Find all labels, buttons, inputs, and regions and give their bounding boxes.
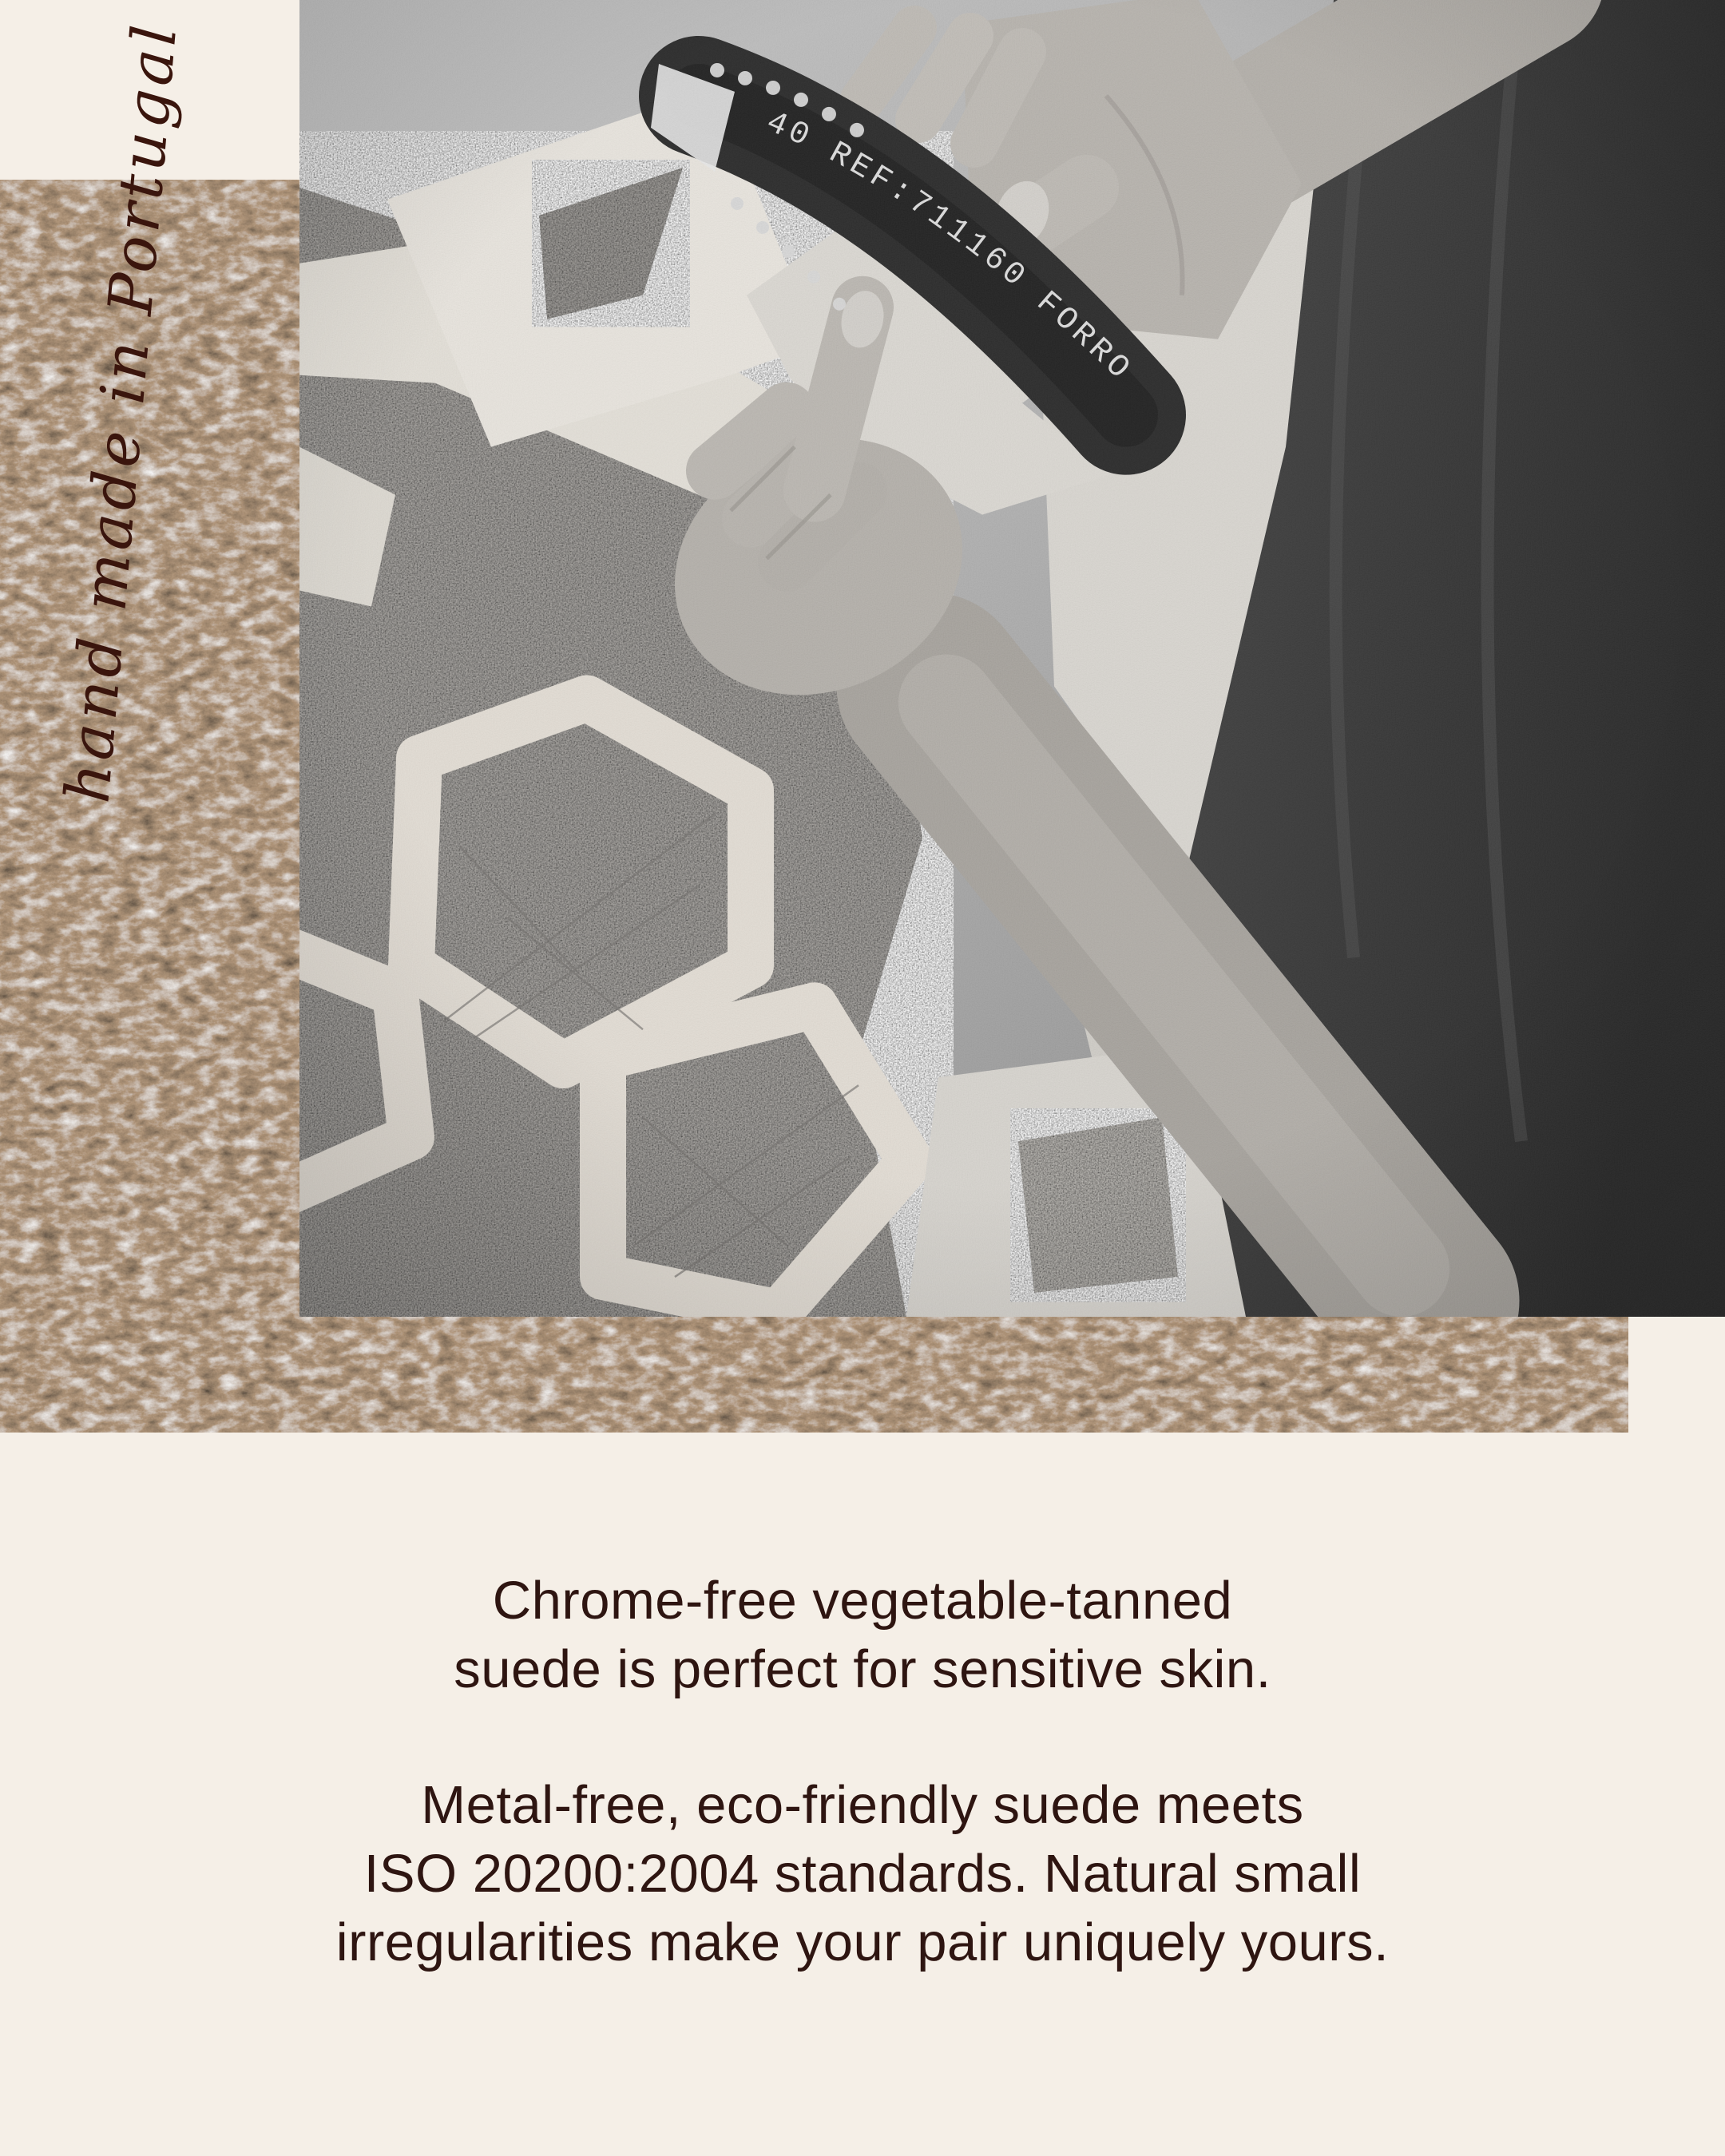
caption-line: irregularities make your pair uniquely yours.	[335, 1912, 1390, 1972]
caption-line: ISO 20200:2004 standards. Natural small	[363, 1844, 1362, 1904]
caption-line: Chrome-free vegetable-tanned	[492, 1571, 1233, 1631]
craft-photo	[299, 0, 1725, 1317]
caption-paragraph-2	[0, 1771, 1725, 1977]
caption-line: Metal-free, eco-friendly suede meets	[421, 1775, 1304, 1835]
vertical-tagline: hand made in Portugal	[51, 18, 191, 806]
caption-paragraph-1	[0, 1567, 1725, 1704]
photo-vignette	[299, 0, 1725, 1317]
caption-line: suede is perfect for sensitive skin.	[454, 1639, 1271, 1699]
